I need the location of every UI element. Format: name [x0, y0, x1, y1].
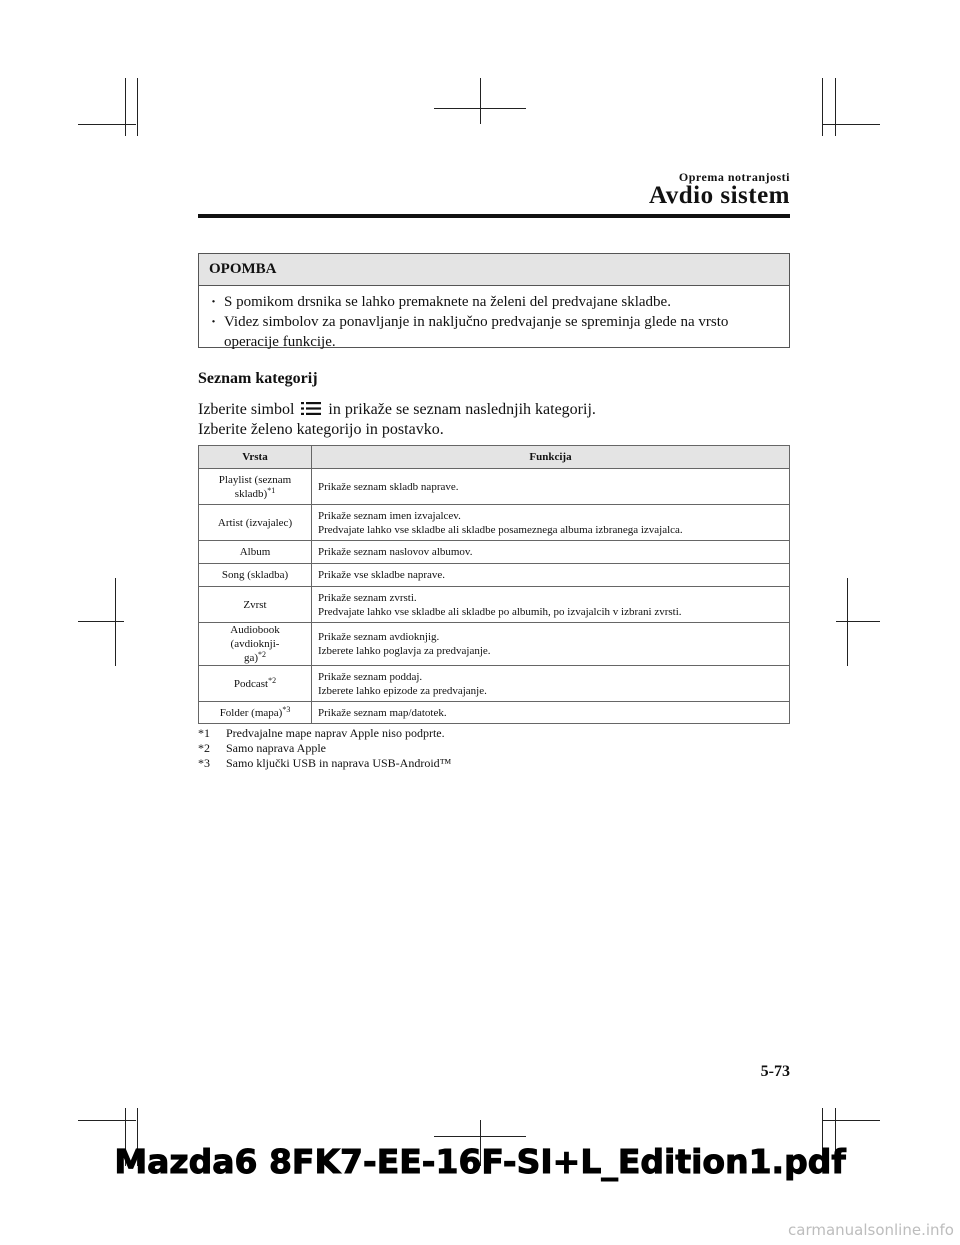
table-row: [199, 505, 790, 541]
table-row: [199, 541, 790, 564]
row-type: Audiobook (avdioknji- ga)$^{*2}$: [199, 623, 312, 666]
list-menu-icon: [301, 401, 321, 422]
row-function: Prikaže seznam poddaj. Izberete lahko epizode za predvajanje.: [312, 666, 790, 702]
row-function: Prikaže seznam imen izvajalcev. Predvajate lahko vse skladbe ali skladbe posameznega albuma izbranega izvajalca.: [312, 505, 790, 541]
instruction-1-after: in prikaže se seznam naslednjih kategorij.: [328, 401, 596, 418]
category-table: [198, 445, 790, 724]
site-watermark: carmanualsonline.info: [788, 1221, 954, 1239]
table-row: [199, 623, 790, 666]
header-rule: [198, 214, 790, 218]
footnote-2: *2 Samo naprava Apple: [198, 741, 326, 755]
note-item-2: [211, 312, 777, 352]
document-filename: Mazda6 8FK7-EE-16F-SI+L_Edition1.pdf: [114, 1142, 846, 1181]
note-heading: OPOMBA: [199, 254, 789, 286]
table-row: [199, 564, 790, 587]
row-type: Playlist (seznam skladb)$^{*1}$: [199, 469, 312, 505]
row-function: Prikaže vse skladbe naprave.: [312, 564, 790, 587]
row-type: Song (skladba): [199, 564, 312, 587]
row-function: Prikaže seznam avdioknjig. Izberete lahko poglavja za predvajanje.: [312, 623, 790, 666]
header-chapter-title: Avdio sistem: [649, 182, 790, 209]
column-header-vrsta: Vrsta: [199, 446, 312, 469]
row-type: Artist (izvajalec): [199, 505, 312, 541]
table-row: [199, 587, 790, 623]
row-function: Prikaže seznam skladb naprave.: [312, 469, 790, 505]
table-row: [199, 469, 790, 505]
instruction-paragraph-1: [198, 400, 596, 422]
note-box: [198, 253, 790, 348]
column-header-funkcija: Funkcija: [312, 446, 790, 469]
instruction-1-before: Izberite simbol: [198, 401, 295, 418]
instruction-paragraph-2: Izberite želeno kategorijo in postavko.: [198, 421, 444, 438]
note-item-1: · S pomikom drsnika se lahko premaknete na želeni del predvajane skladbe.: [211, 292, 777, 312]
row-type: Zvrst: [199, 587, 312, 623]
page-number: 5-73: [760, 1063, 790, 1080]
table-row: [199, 666, 790, 702]
table-header-row: [199, 446, 790, 469]
footnote-1: *1 Predvajalne mape naprav Apple niso podprte.: [198, 726, 445, 740]
note-item-2-line-1: Videz simbolov za ponavljanje in naključno predvajanje se spreminja glede na vrsto: [224, 314, 729, 330]
section-title: Seznam kategorij: [198, 370, 318, 387]
footnote-3: *3 Samo ključki USB in naprava USB-Android™: [198, 756, 452, 770]
row-type: Folder (mapa)$^{*3}$: [199, 702, 312, 724]
row-type: Podcast$^{*2}$: [199, 666, 312, 702]
header-section-label: Oprema notranjosti: [678, 170, 790, 184]
table-row: [199, 702, 790, 724]
row-function: Prikaže seznam naslovov albumov.: [312, 541, 790, 564]
row-function: Prikaže seznam zvrsti. Predvajate lahko vse skladbe ali skladbe po albumih, po izvajalcih v izbrani zvrsti.: [312, 587, 790, 623]
row-type: Album: [199, 541, 312, 564]
note-item-2-line-2: operacije funkcije.: [224, 334, 336, 350]
row-function: Prikaže seznam map/datotek.: [312, 702, 790, 724]
note-list: [199, 286, 789, 352]
